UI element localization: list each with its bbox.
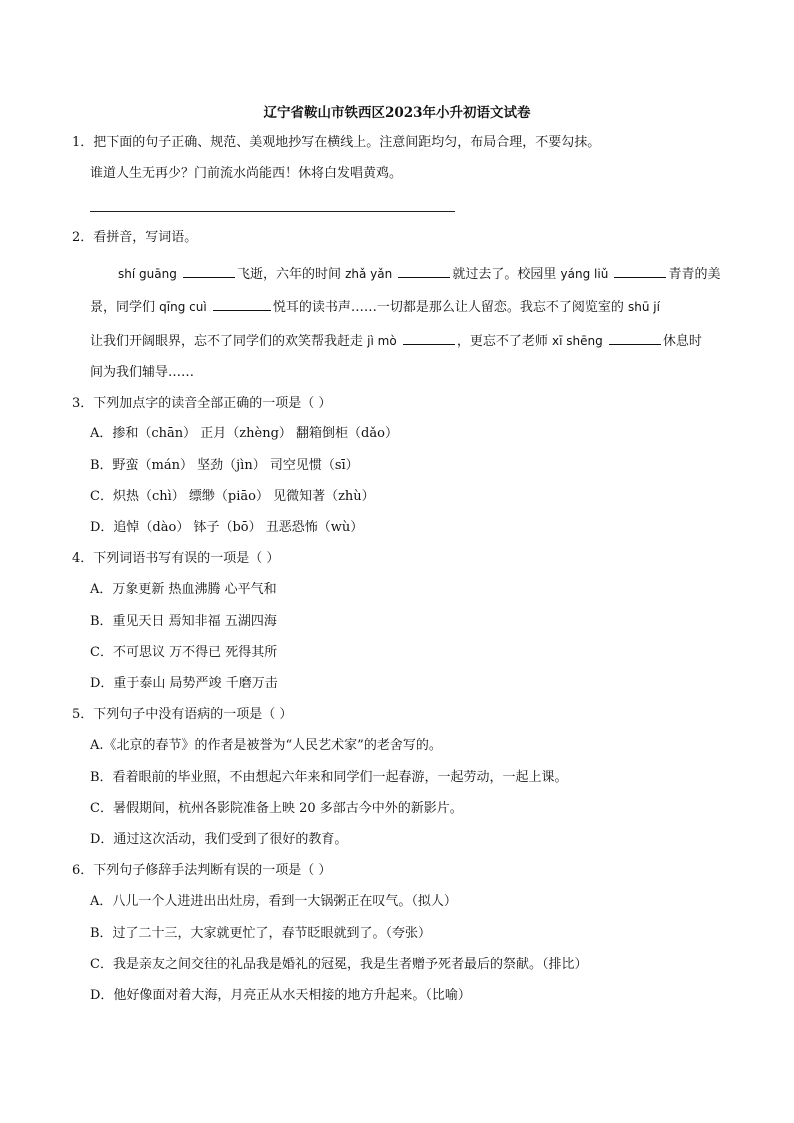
question-3-option-c: C．炽热（chì） 缥缈（piāo） 见微知著（zhù） <box>90 489 375 504</box>
question-5-option-c: C．暑假期间，杭州各影院准备上映 20 多部古今中外的新影片。 <box>90 801 463 816</box>
passage-text-8: 休息时 <box>662 334 702 349</box>
question-4-option-a: A．万象更新 热血沸腾 心平气和 <box>90 582 277 597</box>
question-5-option-a: A.《北京的春节》的作者是被誉为“人民艺术家”的老舍写的。 <box>90 738 442 753</box>
question-2-paragraph-line-1 <box>118 265 720 284</box>
passage-text-7: ，更忘不了老师 <box>456 334 548 349</box>
answer-blank-1[interactable] <box>183 265 235 278</box>
pinyin-4: qīng cuì <box>159 300 207 314</box>
question-6-option-b: B．过了二十三，大家就更忙了，春节眨眼就到了。（夸张） <box>90 926 432 941</box>
passage-text-5: 悦耳的读书声……一切都是那么让人留恋。我忘不了阅览室的 <box>272 300 624 315</box>
exam-title: 辽宁省鞍山市铁西区2023年小升初语文试卷 <box>263 105 531 121</box>
pinyin-6: jì mò <box>367 334 397 348</box>
answer-blank-4[interactable] <box>213 298 271 311</box>
question-2-paragraph-line-3 <box>90 332 702 351</box>
question-6-prompt: 6．下列句子修辞手法判断有误的一项是（ ） <box>72 863 332 878</box>
passage-text-6: 让我们开阔眼界，忘不了同学们的欢笑帮我赶走 <box>90 334 364 349</box>
question-6-option-c: C．我是亲友之间交往的礼品我是婚礼的冠冕，我是生者赠予死者最后的祭献。（排比） <box>90 957 588 972</box>
pinyin-3: yáng liǔ <box>560 267 609 281</box>
question-5-option-d: D．通过这次活动，我们受到了很好的教育。 <box>90 832 348 847</box>
question-3-prompt: 3．下列加点字的读音全部正确的一项是（ ） <box>72 396 332 411</box>
passage-text-1: 飞逝，六年的时间 <box>236 267 341 282</box>
question-3-option-d: D．追悼（dào） 钵子（bō） 丑恶恐怖（wù） <box>90 520 364 535</box>
question-4-option-b: B．重见天日 焉知非福 五湖四海 <box>90 614 277 629</box>
question-3-option-b: B．野蛮（mán） 坚劲（jìn） 司空见惯（sī） <box>90 458 359 473</box>
question-4-option-d: D．重于泰山 局势严竣 千磨万击 <box>90 676 278 691</box>
passage-text-4: 景，同学们 <box>90 300 156 315</box>
question-1-copy-text: 谁道人生无再少？门前流水尚能西！休将白发唱黄鸡。 <box>90 166 403 181</box>
answer-blank-2[interactable] <box>398 265 450 278</box>
pinyin-7: xī shēng <box>551 334 603 348</box>
question-6-option-a: A．八儿一个人进进出出灶房，看到一大锅粥正在叹气。（拟人） <box>90 894 457 909</box>
passage-text-3: 青青的美 <box>668 267 721 282</box>
passage-text-2: 就过去了。校园里 <box>452 267 557 282</box>
question-4-option-c: C．不可思议 万不得已 死得其所 <box>90 645 278 660</box>
answer-blank-7[interactable] <box>609 332 661 345</box>
question-6-option-d: D．他好像面对着大海，月亮正从水天相接的地方升起来。（比喻） <box>90 988 471 1003</box>
answer-blank-3[interactable] <box>614 265 666 278</box>
question-2-paragraph-line-4: 间为我们辅导…… <box>90 365 195 380</box>
question-2-prompt: 2．看拼音，写词语。 <box>72 230 198 245</box>
question-3-option-a: A．掺和（chān） 正月（zhèng） 翻箱倒柜（dǎo） <box>90 426 398 441</box>
question-1-prompt: 1．把下面的句子正确、规范、美观地抄写在横线上。注意间距均匀，布局合理，不要勾抹。 <box>72 135 601 150</box>
question-5-option-b: B．看着眼前的毕业照，不由想起六年来和同学们一起春游，一起劳动，一起上课。 <box>90 770 568 785</box>
question-2-paragraph-line-2 <box>90 298 660 317</box>
question-5-prompt: 5．下列句子中没有语病的一项是（ ） <box>72 707 293 722</box>
question-1-answer-line <box>90 211 455 212</box>
pinyin-2: zhǎ yǎn <box>345 267 393 281</box>
pinyin-5: shū jí <box>627 300 660 314</box>
answer-blank-6[interactable] <box>403 332 455 345</box>
pinyin-1: shí guāng <box>118 267 177 281</box>
question-4-prompt: 4．下列词语书写有误的一项是（ ） <box>72 551 280 566</box>
